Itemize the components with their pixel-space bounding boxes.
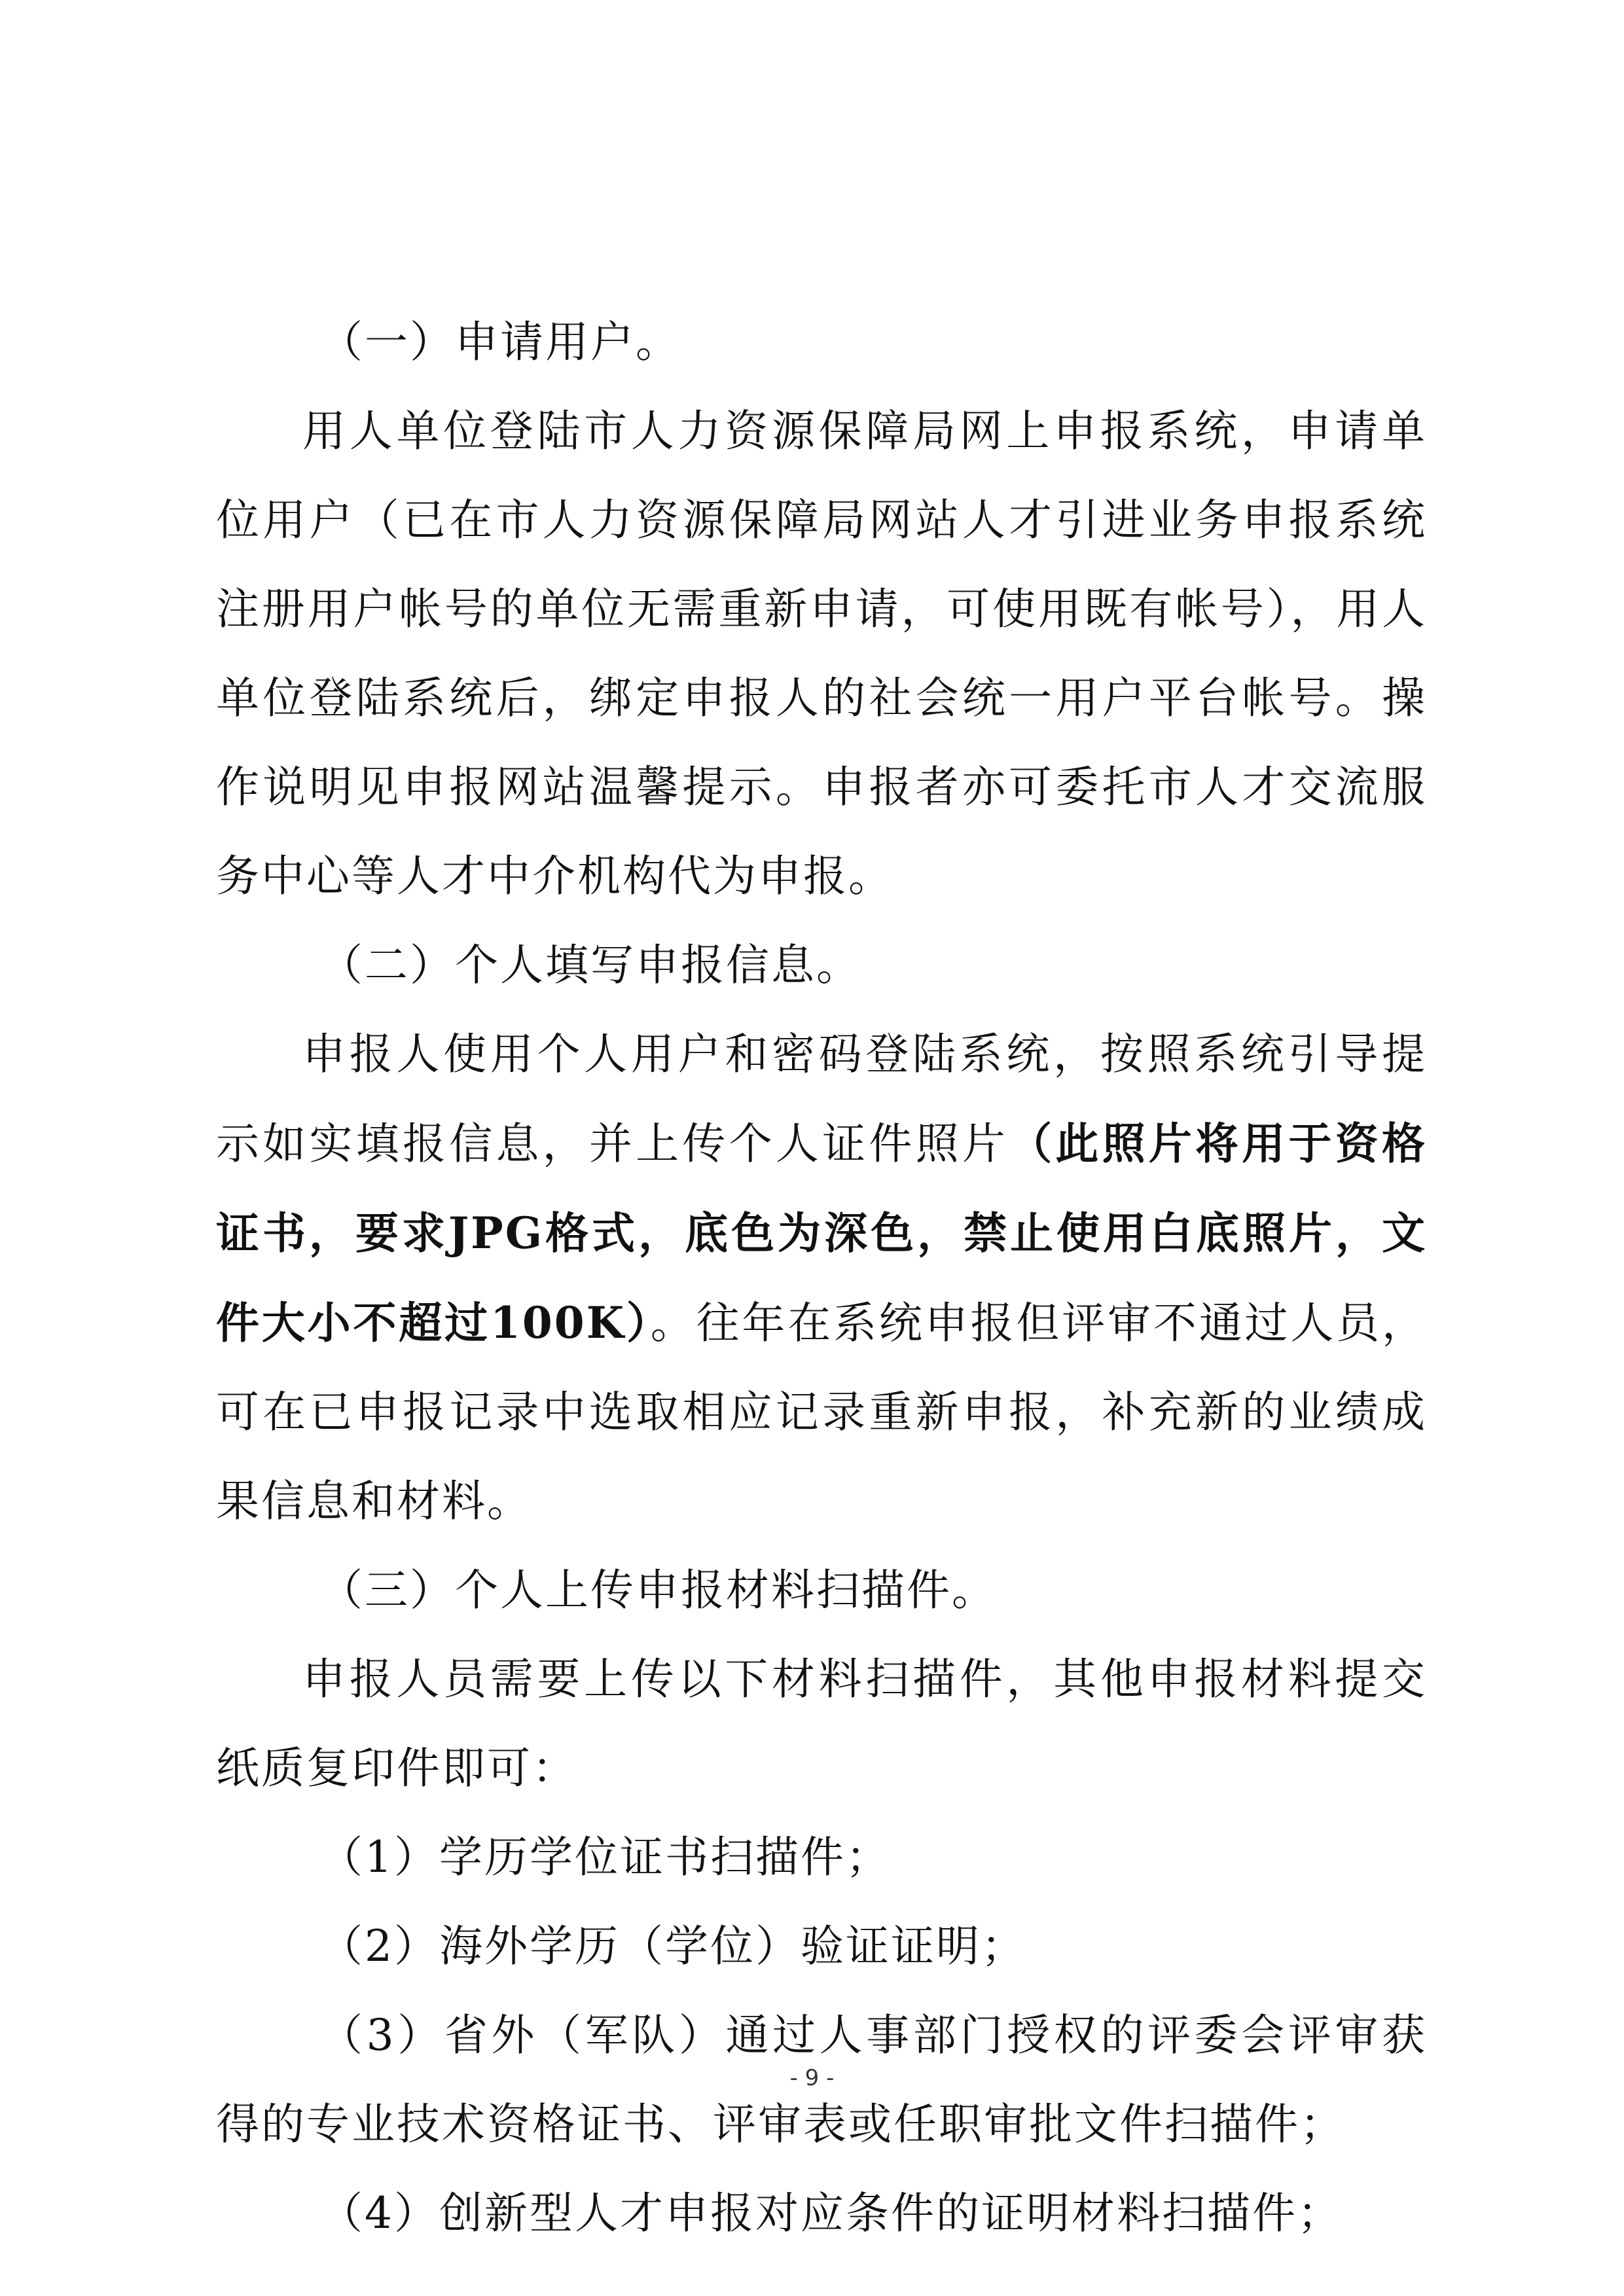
- list-item: （2）海外学历（学位）验证证明；: [319, 1921, 1026, 1971]
- section-2-paragraph: [216, 1010, 1427, 1546]
- section-2-text-b: 。往年在系统申报但评审不通过人员，可在已申报记录中选取相应记录重新申报，补充新的业绩成果信息和材料。: [216, 1298, 1428, 1526]
- section-2-text-a: 申报人使用个人用户和密码登陆系统，按照系统引导提示如实填报信息，并上传个人证件照片: [216, 1029, 1427, 1169]
- list-item: （1）学历学位证书扫描件；: [319, 1832, 891, 1882]
- list-item: （4）创新型人才申报对应条件的证明材料扫描件；: [319, 2188, 1343, 2238]
- section-1-heading: （一）申请用户。: [319, 317, 681, 367]
- section-3-paragraph: 申报人员需要上传以下材料扫描件，其他申报材料提交纸质复印件即可：: [216, 1654, 1427, 1793]
- section-2-photo-requirement: （此照片将用于资格证书，要求JPG格式，底色为深色，禁止使用白底照片，文件大小不超过100K）: [216, 1118, 1428, 1348]
- list-item: （3）省外（军队）通过人事部门授权的评委会评审获得的专业技术资格证书、评审表或任职审批文件扫描件；: [216, 2010, 1427, 2149]
- document-body: [216, 298, 1427, 2258]
- section-3-heading: （三）个人上传申报材料扫描件。: [319, 1565, 997, 1615]
- section-1-paragraph: 用人单位登陆市人力资源保障局网上申报系统，申请单位用户（已在市人力资源保障局网站人才引进业务申报系统注册用户帐号的单位无需重新申请，可使用既有帐号），用人单位登陆系统后，绑定申报人的社会统一用户平台帐号。操作说明见申报网站温馨提示。申报者亦可委托市人才交流服务中心等人才中介机构代为申报。: [216, 406, 1427, 901]
- section-2-heading: （二）个人填写申报信息。: [319, 940, 861, 990]
- page-number: - 9 -: [789, 2065, 835, 2091]
